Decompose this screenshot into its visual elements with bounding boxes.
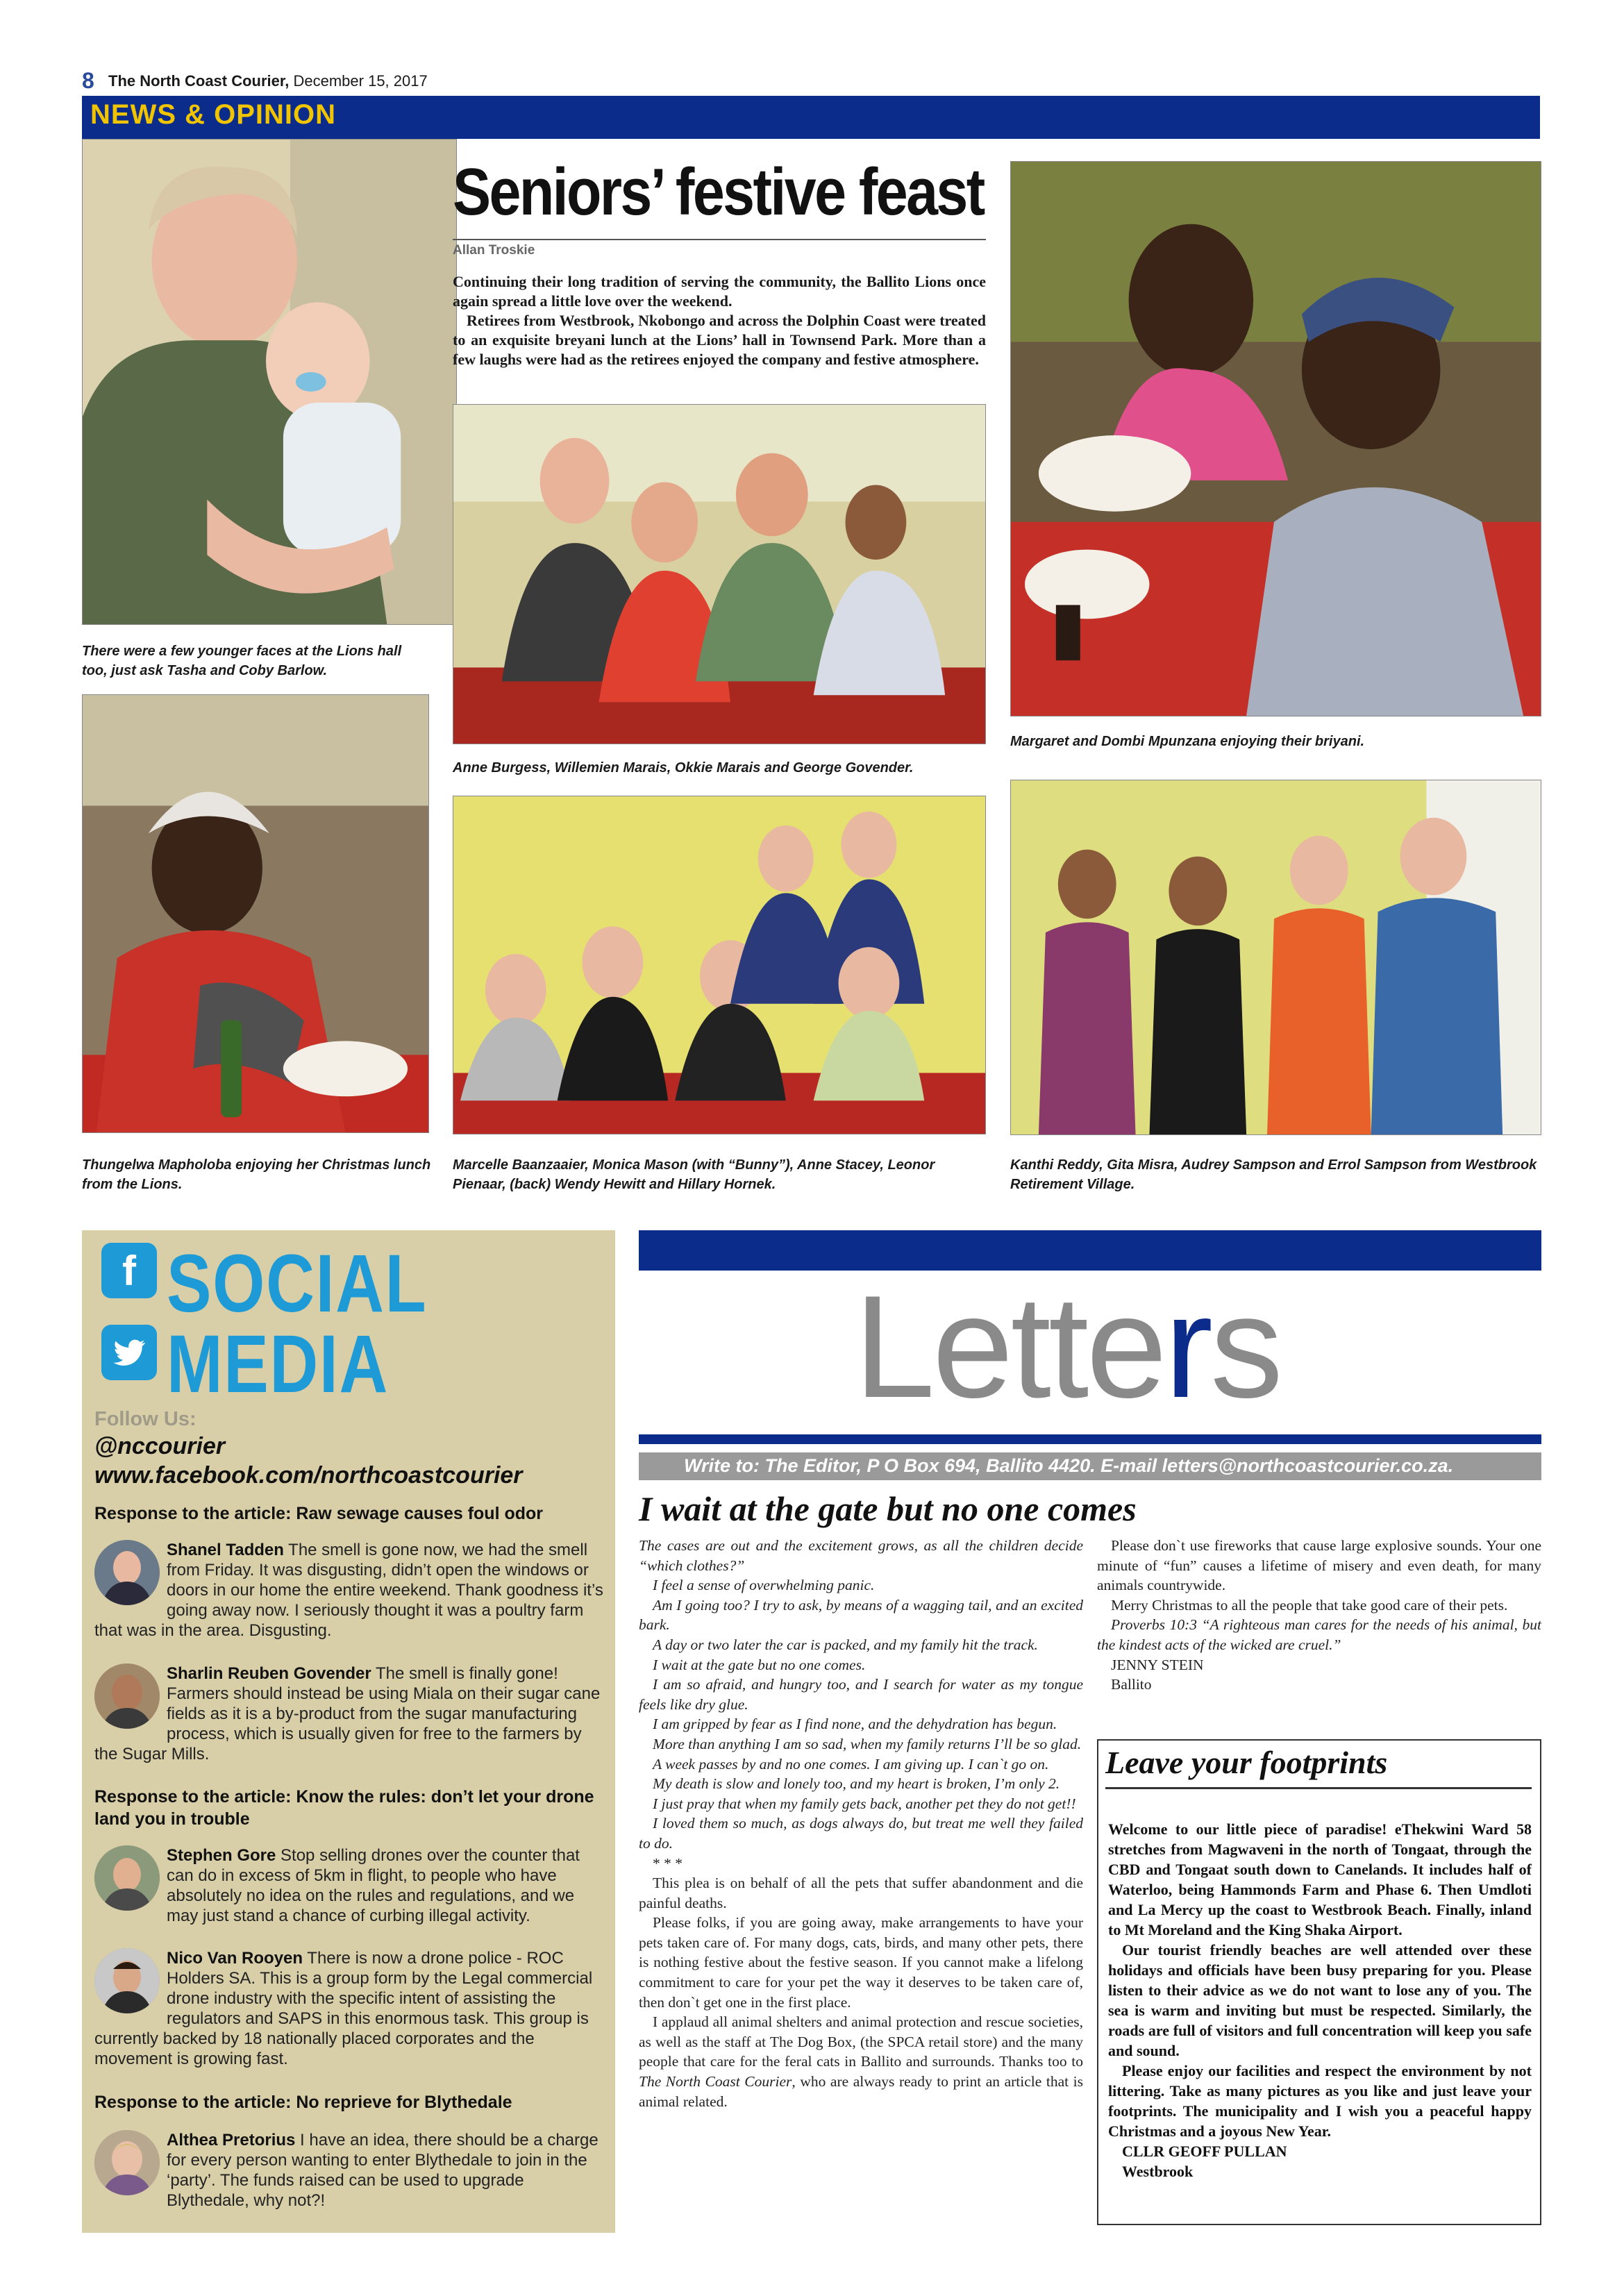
letter-paragraph: This plea is on behalf of all the pets that suffer abandonment and die painful deaths.: [639, 1875, 1083, 1911]
social-title-line2: MEDIA: [167, 1318, 389, 1410]
letter-paragraph: Am I going too? I try to ask, by means of a wagging tail, and an excited bark.: [639, 1596, 1083, 1634]
newspaper-name: The North Coast Courier: [639, 2073, 792, 2090]
letter-paragraph: I feel a sense of overwhelming panic.: [653, 1577, 875, 1594]
photo-anne-burgess-group: [453, 404, 986, 744]
letters-title-part-b: r: [1164, 1265, 1211, 1428]
letter-paragraph: A day or two later the car is packed, and my family hit the track.: [653, 1636, 1038, 1653]
letter-paragraph: A week passes by and no one comes. I am giving up. I can`t go on.: [653, 1755, 1049, 1773]
response-heading-drone: Response to the article: Know the rules: don’t let your drone land you in trouble: [94, 1787, 594, 1829]
avatar: [94, 1664, 160, 1729]
twitter-icon[interactable]: [101, 1325, 157, 1380]
letter-paragraph: My death is slow and lonely too, and my heart is broken, I’m only 2.: [653, 1775, 1060, 1793]
letter-paragraph: More than anything I am so sad, when my family returns I’ll be so glad.: [653, 1735, 1082, 1752]
footprints-signature-location: Westbrook: [1122, 2163, 1194, 2180]
photo-marcelle-group: [453, 796, 986, 1134]
letter-separator: * * *: [653, 1854, 683, 1872]
photo-margaret-dombi: [1010, 161, 1541, 717]
footprints-text: [1108, 1819, 1532, 2181]
letter-paragraph: Please don`t use fireworks that cause large explosive sounds. Your one minute of “fun” causes a lifetime of misery and even death, for many animals countrywide.: [1097, 1537, 1541, 1594]
letter-headline: I wait at the gate but no one comes: [639, 1489, 1137, 1528]
avatar: [94, 2130, 160, 2195]
follow-us-label: Follow Us:: [94, 1408, 196, 1430]
article-intro: [453, 272, 986, 369]
footprints-paragraph: Please enjoy our facilities and respect the environment by not littering. Take as many pictures as you like and just leave your footprints. The municipality and I wish you a peaceful happy Christmas and a joyous New Year.: [1108, 2062, 1532, 2140]
letters-rule: [639, 1434, 1541, 1444]
avatar: [94, 1540, 160, 1605]
caption-tasha-coby: There were a few younger faces at the Lions hall too, just ask Tasha and Coby Barlow.: [82, 644, 402, 678]
comment-text: Stop selling drones over the counter that can do in excess of 5km in flight, to people who have absolutely no idea on the rules and regulations, and we may just stand a chance of curbing illegal activity.: [167, 1846, 580, 1925]
letter-paragraph: I am gripped by fear as I find none, and the dehydration has begun.: [653, 1716, 1057, 1733]
avatar: [94, 1845, 160, 1911]
letter-text: I applaud all animal shelters and animal protection and rescue societies, as well as the staff at The Dog Box, (the SPCA retail store) and the many people that care for the feral cats in Ballito and surrounds. Thanks too to: [639, 2013, 1083, 2070]
letters-title-part-c: s: [1210, 1265, 1281, 1428]
letter-paragraph: I loved them so much, as dogs always do, but treat me well they failed to do.: [639, 1815, 1083, 1852]
letter-column-1: [639, 1536, 1083, 2111]
response-heading-blythedale: Response to the article: No reprieve for Blythedale: [94, 2093, 512, 2112]
comment-nico-van-rooyen: [94, 1948, 608, 2069]
letter-paragraph: I just pray that when my family gets back, another pet they do not get!!: [653, 1795, 1076, 1812]
comment-sharlin-govender: [94, 1664, 608, 1764]
twitter-bird-icon: [110, 1334, 148, 1371]
footprints-title: Leave your footprints: [1105, 1745, 1388, 1780]
letter-text: , who are always ready to print an article that is animal related.: [639, 2073, 1083, 2110]
letter-paragraph: [639, 2012, 1083, 2111]
commenter-name: Sharlin Reuben Govender: [167, 1664, 371, 1683]
photo-tasha-coby: [82, 139, 457, 625]
letter-paragraph: I wait at the gate but no one comes.: [653, 1656, 866, 1673]
issue-date: December 15, 2017: [293, 72, 428, 90]
intro-paragraph-1: Continuing their long tradition of serving the community, the Ballito Lions once again spread a little love over the weekend.: [453, 273, 986, 310]
footprints-paragraph: Our tourist friendly beaches are well attended over these holidays and officials have been busy preparing for you. Please listen to their advice as we do not want to lose any of you. The sea is warm and inviting but must be respected. Similarly, the roads are full of visitors and full concentration will keep you safe and sound.: [1108, 1941, 1532, 2059]
photo-thungelwa: [82, 694, 429, 1133]
letter-paragraph: Merry Christmas to all the people that take good care of their pets.: [1111, 1596, 1508, 1614]
publication-line: [108, 72, 428, 90]
caption-anne-burgess-group: Anne Burgess, Willemien Marais, Okkie Marais and George Govender.: [453, 760, 914, 776]
comment-stephen-gore: [94, 1845, 608, 1926]
caption-marcelle-group: Marcelle Baanzaaier, Monica Mason (with “Bunny”), Anne Stacey, Leonor Pienaar, (back) Wendy Hewitt and Hillary Hornek.: [453, 1157, 935, 1192]
letter-paragraph: Please folks, if you are going away, make arrangements to have your pets taken care of. For many dogs, cats, birds, and many other pets, there is nothing festive about the festive season. If you cannot make a lifelong commitment to care for your pet the way it deserves to be taken care of, then don`t get one in the first place.: [639, 1914, 1083, 2011]
comment-text: The smell is finally gone! Farmers should instead be using Miala on their sugar cane fields as it is a by-product from the sugar manufacturing process, which is usually given for free to the farmers by the Sugar Mills.: [94, 1664, 601, 1763]
letter-signature-location: Ballito: [1111, 1676, 1152, 1693]
caption-margaret-dombi: Margaret and Dombi Mpunzana enjoying their briyani.: [1010, 734, 1365, 749]
facebook-link[interactable]: www.facebook.com/northcoastcourier: [94, 1462, 523, 1489]
letters-write-to: Write to: The Editor, P O Box 694, Ballito 4420. E-mail letters@northcoastcourier.co.za.: [684, 1455, 1454, 1476]
comment-text: I have an idea, there should be a charge for every person wanting to enter Blythedale to join in the ‘party’. The funds raised can be used to upgrade Blythedale, why not?!: [167, 2131, 598, 2210]
letters-title: [854, 1265, 1281, 1428]
comment-text: There is now a drone police - ROC Holders SA. This is a group form by the Legal commercial drone industry with the specific intent of assisting the regulators and SAPS in this enormous task. This group is currently backed by 18 nationally placed corporates and the movement is growing fast.: [94, 1949, 593, 2068]
letters-title-part-a: Lette: [854, 1265, 1165, 1428]
photo-kanthi-group: [1010, 780, 1541, 1135]
comment-shanel-tadden: [94, 1540, 608, 1641]
commenter-name: Stephen Gore: [167, 1846, 276, 1865]
facebook-icon[interactable]: f: [101, 1243, 157, 1298]
intro-paragraph-2: Retirees from Westbrook, Nkobongo and across the Dolphin Coast were treated to an exquisite breyani lunch at the Lions’ hall in Townsend Park. More than a few laughs were had as the retirees enjoyed the company and festive atmosphere.: [453, 312, 986, 368]
footprints-signature: CLLR GEOFF PULLAN: [1122, 2143, 1287, 2160]
publication-name: The North Coast Courier,: [108, 72, 290, 90]
avatar: [94, 1948, 160, 2013]
response-heading-sewage: Response to the article: Raw sewage causes foul odor: [94, 1504, 544, 1523]
letter-column-2: [1097, 1536, 1541, 1695]
letter-paragraph: I am so afraid, and hungry too, and I search for water as my tongue feels like dry glue.: [639, 1676, 1083, 1713]
page-number: 8: [82, 68, 94, 93]
byline: Allan Troskie: [453, 243, 535, 258]
commenter-name: Shanel Tadden: [167, 1541, 284, 1559]
social-title-line1: SOCIAL: [167, 1238, 428, 1330]
letter-paragraph: Proverbs 10:3 “A righteous man cares for the needs of his animal, but the kindest acts of the wicked are cruel.”: [1097, 1616, 1541, 1653]
commenter-name: Nico Van Rooyen: [167, 1949, 303, 1968]
section-label: NEWS & OPINION: [90, 99, 337, 130]
caption-kanthi-group: Kanthi Reddy, Gita Misra, Audrey Sampson and Errol Sampson from Westbrook Retirement Village.: [1010, 1157, 1537, 1192]
comment-text: The smell is gone now, we had the smell from Friday. It was disgusting, didn’t open the windows or doors in our home the entire weekend. Thank goodness it’s going away now. I seriously thought it was a poultry farm that was in the area. Disgusting.: [94, 1541, 603, 1640]
letter-signature: JENNY STEIN: [1111, 1656, 1204, 1673]
headline-rule: [453, 239, 986, 240]
headline: Seniors’ festive feast: [453, 155, 984, 229]
comment-althea-pretorius: [94, 2130, 608, 2211]
footprints-paragraph: Welcome to our little piece of paradise! eThekwini Ward 58 stretches from Magwaveni in the north of Tongaat, through the CBD and Tongaat south down to Canelands. It includes half of Waterloo, being Hammonds Farm and Phase 6. Then Umdloti and La Mercy up the coast to Westbrook Beach. Finally, inland to Mt Moreland and the King Shaka Airport.: [1108, 1820, 1532, 1938]
twitter-handle[interactable]: @nccourier: [94, 1433, 226, 1459]
footprints-rule: [1105, 1787, 1532, 1789]
caption-thungelwa: Thungelwa Mapholoba enjoying her Christmas lunch from the Lions.: [82, 1157, 431, 1192]
letter-paragraph: The cases are out and the excitement grows, as all the children decide “which clothes?”: [639, 1537, 1083, 1574]
commenter-name: Althea Pretorius: [167, 2131, 296, 2150]
